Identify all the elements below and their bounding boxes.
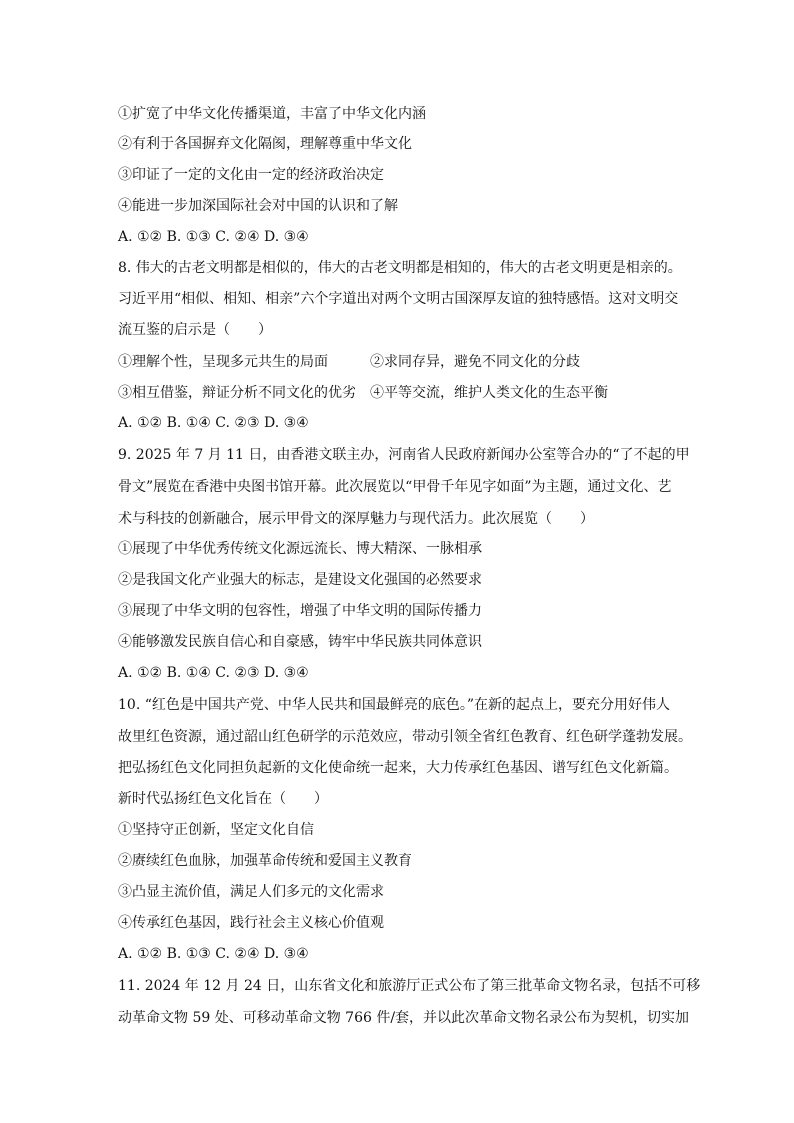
option-line: ④能够激发民族自信心和自豪感，铸牢中华民族共同体意识 [118,634,482,650]
option-line: ③印证了一定的文化由一定的经济政治决定 [118,167,384,183]
option-line: ①理解个性，呈现多元共生的局面 ②求同存异，避免不同文化的分歧 [118,354,580,370]
option-line: ①坚持守正创新，坚定文化自信 [118,822,314,838]
question-8-text: 流互鉴的启示是（ ） [118,322,272,338]
option-line: ③凸显主流价值，满足人们多元的文化需求 [118,884,384,900]
option-line: ②赓续红色血脉，加强革命传统和爱国主义教育 [118,853,412,869]
answer-choices: A. ①② B. ①④ C. ②③ D. ③④ [118,665,309,681]
answer-choices: A. ①② B. ①④ C. ②③ D. ③④ [118,415,309,431]
question-8-text: 习近平用“相似、相知、相亲”六个字道出对两个文明古国深厚友谊的独特感悟。这对文明交 [118,291,679,307]
option-line: ④传承红色基因，践行社会主义核心价值观 [118,915,384,931]
option-line: ①展现了中华优秀传统文化源远流长、博大精深、一脉相承 [118,541,482,557]
option-line: ②是我国文化产业强大的标志，是建设文化强国的必然要求 [118,572,482,588]
question-9-text: 9. 2025 年 7 月 11 日，由香港文联主办，河南省人民政府新闻办公室等合办的“了不起的甲 [118,447,690,463]
question-10-text: 新时代弘扬红色文化旨在（ ） [118,791,328,807]
option-line: ②有利于各国摒弃文化隔阂，理解尊重中华文化 [118,136,412,152]
question-10-text: 把弘扬红色文化同担负起新的文化使命统一起来，大力传承红色基因、谱写红色文化新篇。 [118,760,678,776]
question-10-text: 10. “红色是中国共产党、中华人民共和国最鲜亮的底色。”在新的起点上，要充分用好伟人 [118,697,671,713]
question-9-text: 骨文”展览在香港中央图书馆开幕。此次展览以“甲骨千年见字如面”为主题，通过文化、艺 [118,479,672,495]
question-9-text: 术与科技的创新融合，展示甲骨文的深厚魅力与现代活力。此次展览（ ） [118,511,594,527]
option-line: ①扩宽了中华文化传播渠道，丰富了中华文化内涵 [118,106,426,122]
question-11-text: 11. 2024 年 12 月 24 日，山东省文化和旅游厅正式公布了第三批革命文物名录，包括不可移 [118,978,701,994]
answer-choices: A. ①② B. ①③ C. ②④ D. ③④ [118,946,309,962]
option-line: ③相互借鉴，辩证分析不同文化的优劣 ④平等交流，维护人类文化的生态平衡 [118,385,608,401]
option-line: ③展现了中华文明的包容性，增强了中华文明的国际传播力 [118,603,482,619]
answer-choices: A. ①② B. ①③ C. ②④ D. ③④ [118,229,309,245]
question-8-text: 8. 伟大的古老文明都是相似的，伟大的古老文明都是相知的，伟大的古老文明更是相亲的。 [118,260,682,276]
question-11-text: 动革命文物 59 处、可移动革命文物 766 件/套，并以此次革命文物名录公布为契机，切实加 [118,1010,690,1026]
question-10-text: 故里红色资源，通过韶山红色研学的示范效应，带动引领全省红色教育、红色研学蓬勃发展。 [118,729,692,745]
option-line: ④能进一步加深国际社会对中国的认识和了解 [118,198,398,214]
